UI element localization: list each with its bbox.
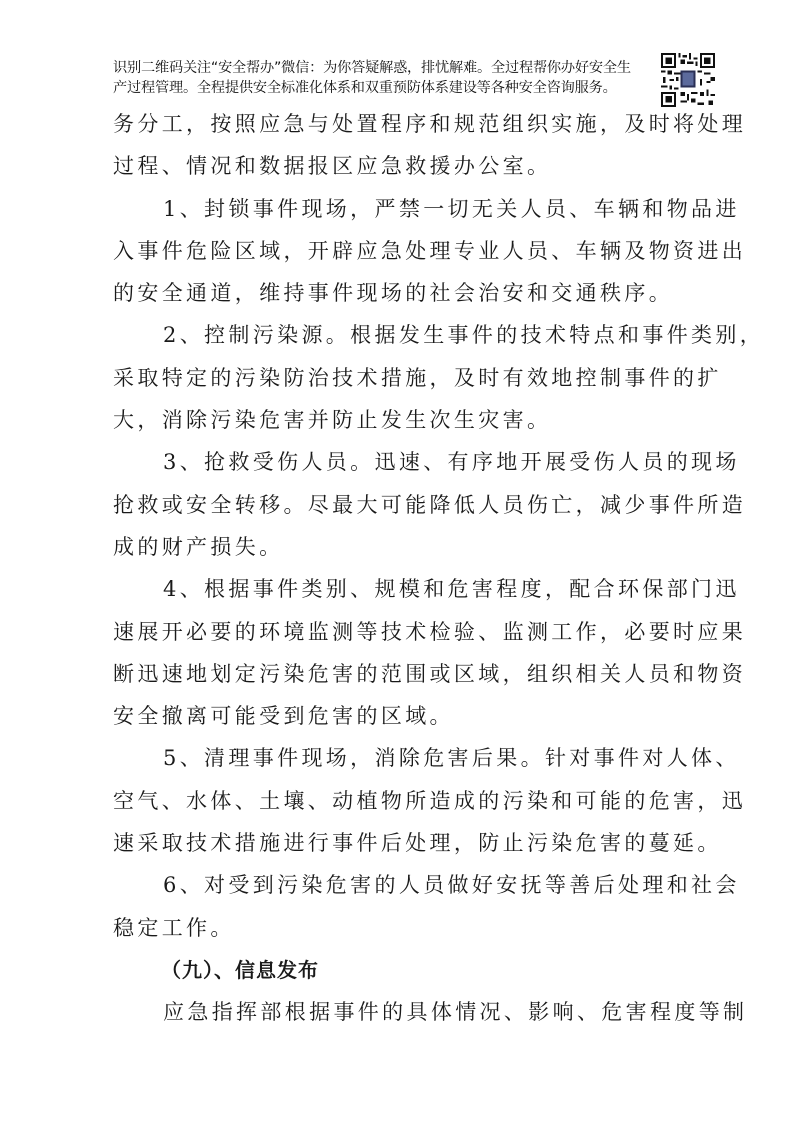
list-item-1: 1、封锁事件现场，严禁一切无关人员、车辆和物品进: [163, 196, 740, 221]
text-line: 安全撤离可能受到危害的区域。: [113, 704, 454, 729]
text-line: 的安全通道，维持事件现场的社会治安和交通秩序。: [113, 281, 674, 306]
promo-header: [113, 58, 653, 98]
text-line: 大，消除污染危害并防止发生次生灾害。: [113, 408, 552, 433]
paragraph-start: 应急指挥部根据事件的具体情况、影响、危害程度等制: [163, 1000, 748, 1025]
qr-code-icon[interactable]: [661, 53, 715, 107]
text-line: 成的财产损失。: [113, 534, 284, 559]
document-body: [113, 103, 765, 1034]
text-line: 采取特定的污染防治技术措施，及时有效地控制事件的扩: [113, 365, 722, 390]
text-line: 稳定工作。: [113, 915, 235, 940]
text-line: 务分工，按照应急与处置程序和规范组织实施，及时将处理: [113, 112, 747, 136]
section-heading: （九）、信息发布: [161, 957, 319, 982]
list-item-2: 2、控制污染源。根据发生事件的技术特点和事件类别，: [163, 323, 765, 348]
text-line: 断迅速地划定污染危害的范围或区域，组织相关人员和物资: [113, 661, 747, 686]
list-item-4: 4、根据事件类别、规模和危害程度，配合环保部门迅: [163, 577, 740, 602]
text-line: 速展开必要的环境监测等技术检验、监测工作，必要时应果: [113, 619, 747, 644]
text-line: 入事件危险区域，开辟应急处理专业人员、车辆及物资进出: [113, 238, 747, 263]
list-item-6: 6、对受到污染危害的人员做好安抚等善后处理和社会: [163, 873, 740, 898]
list-item-5: 5、清理事件现场，消除危害后果。针对事件对人体、: [163, 746, 740, 771]
text-line: 抢救或安全转移。尽最大可能降低人员伤亡，减少事件所造: [113, 492, 747, 517]
text-line: 过程、情况和数据报区应急救援办公室。: [113, 154, 552, 179]
promo-line-2: 产过程管理。全程提供安全标准化体系和双重预防体系建设等各种安全咨询服务。: [113, 80, 617, 96]
promo-line-1: 识别二维码关注“安全帮办”微信：为你答疑解惑，排忧解难。全过程帮你办好安全生: [113, 60, 631, 76]
text-line: 速采取技术措施进行事件后处理，防止污染危害的蔓延。: [113, 831, 722, 856]
list-item-3: 3、抢救受伤人员。迅速、有序地开展受伤人员的现场: [163, 450, 740, 475]
text-line: 空气、水体、土壤、动植物所造成的污染和可能的危害，迅: [113, 788, 747, 813]
